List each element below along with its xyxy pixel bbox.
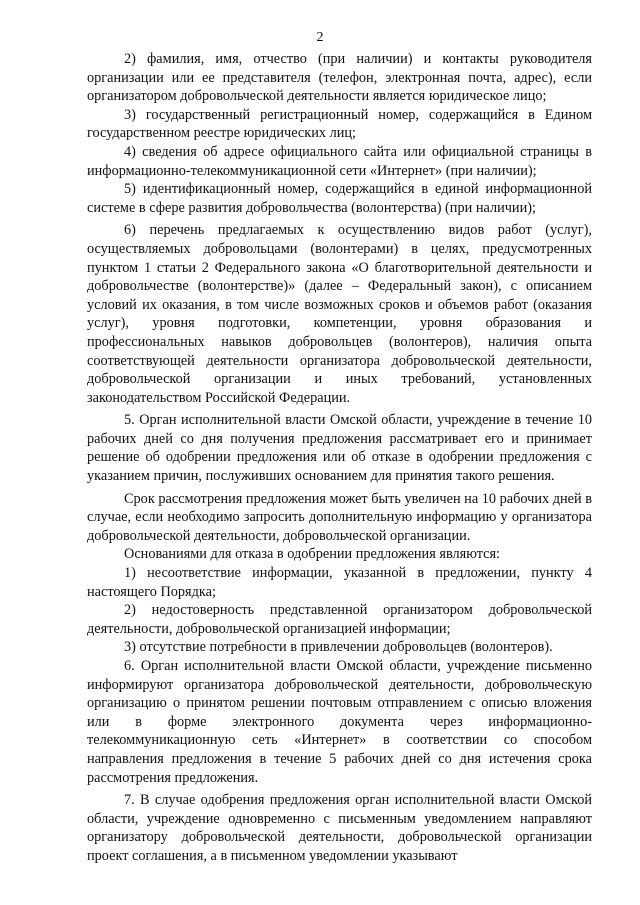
paragraph-clause-6: 6. Орган исполнительной власти Омской области, учреждение письменно информируют организатора добровольческой деятельности, добровольческую организацию о принятом решении почтовым отправлением с описью вложения или в форме электронного документа через информационно-телекоммуникационную сеть «Интернет» в соответствии со способом направления предложения в течение 5 рабочих дней со дня истечения срока рассмотрения предложения. (87, 658, 592, 786)
paragraph-refusal-ground-1: 1) несоответствие информации, указанной в предложении, пункту 4 настоящего Порядка; (87, 565, 592, 600)
paragraph-review-extension: Срок рассмотрения предложения может быть увеличен на 10 рабочих дней в случае, если необходимо запросить дополнительную информацию у организатора добровольческой деятельности, добровольческой организации. (87, 490, 592, 544)
paragraph-refusal-ground-2: 2) недостоверность представленной организатором добровольческой деятельности, добровольческой организацией информации; (87, 602, 592, 637)
paragraph-clause-7: 7. В случае одобрения предложения орган исполнительной власти Омской области, учреждение одновременно с письменным уведомлением направляют организатору добровольческой деятельности, добровольческой организации проект соглашения, а в письменном уведомлении указывают (87, 792, 592, 864)
page-number: 2 (316, 30, 324, 45)
paragraph-clause-5: 5. Орган исполнительной власти Омской области, учреждение в течение 10 рабочих дней со дня получения предложения рассматривает его и принимает решение об одобрении предложения или об отказе в одобрении предложения с указанием причин, послуживших основанием для принятия такого решения. (87, 412, 592, 485)
document-body (87, 50, 592, 866)
paragraph-item-4: 4) сведения об адресе официального сайта или официальной страницы в информационно-телекоммуникационной сети «Интернет» (при наличии); (87, 143, 592, 179)
paragraph-item-5: 5) идентификационный номер, содержащийся в единой информационной системе в сфере развития добровольчества (волонтерства) (при наличии); (87, 181, 592, 216)
paragraph-item-2: 2) фамилия, имя, отчество (при наличии) и контакты руководителя организации или ее представителя (телефон, электронная почта, адрес), если организатором добровольческой деятельности является юридическое лицо; (87, 51, 592, 105)
paragraph-item-3: 3) государственный регистрационный номер, содержащийся в Едином государственном реестре юридических лиц; (87, 106, 592, 142)
paragraph-item-6: 6) перечень предлагаемых к осуществлению видов работ (услуг), осуществляемых добровольцами (волонтерами) в целях, предусмотренных пунктом 1 статьи 2 Федерального закона «О благотворительной деятельности и добровольчестве (волонтерстве)» (далее – Федеральный закон), с описанием условий их оказания, в том числе возможных сроков и объемов работ (оказания услуг), уровня подготовки, компетенции, уровня образования и профессиональных навыков добровольцев (волонтеров), наличия опыта соответствующей деятельности организатора добровольческой деятельности, добровольческой организации и иных требований, установленных законодательством Российской Федерации. (87, 222, 592, 406)
paragraph-refusal-ground-3: 3) отсутствие потребности в привлечении добровольцев (волонтеров). (124, 639, 553, 656)
paragraph-refusal-grounds-heading: Основаниями для отказа в одобрении предложения являются: (124, 546, 501, 563)
